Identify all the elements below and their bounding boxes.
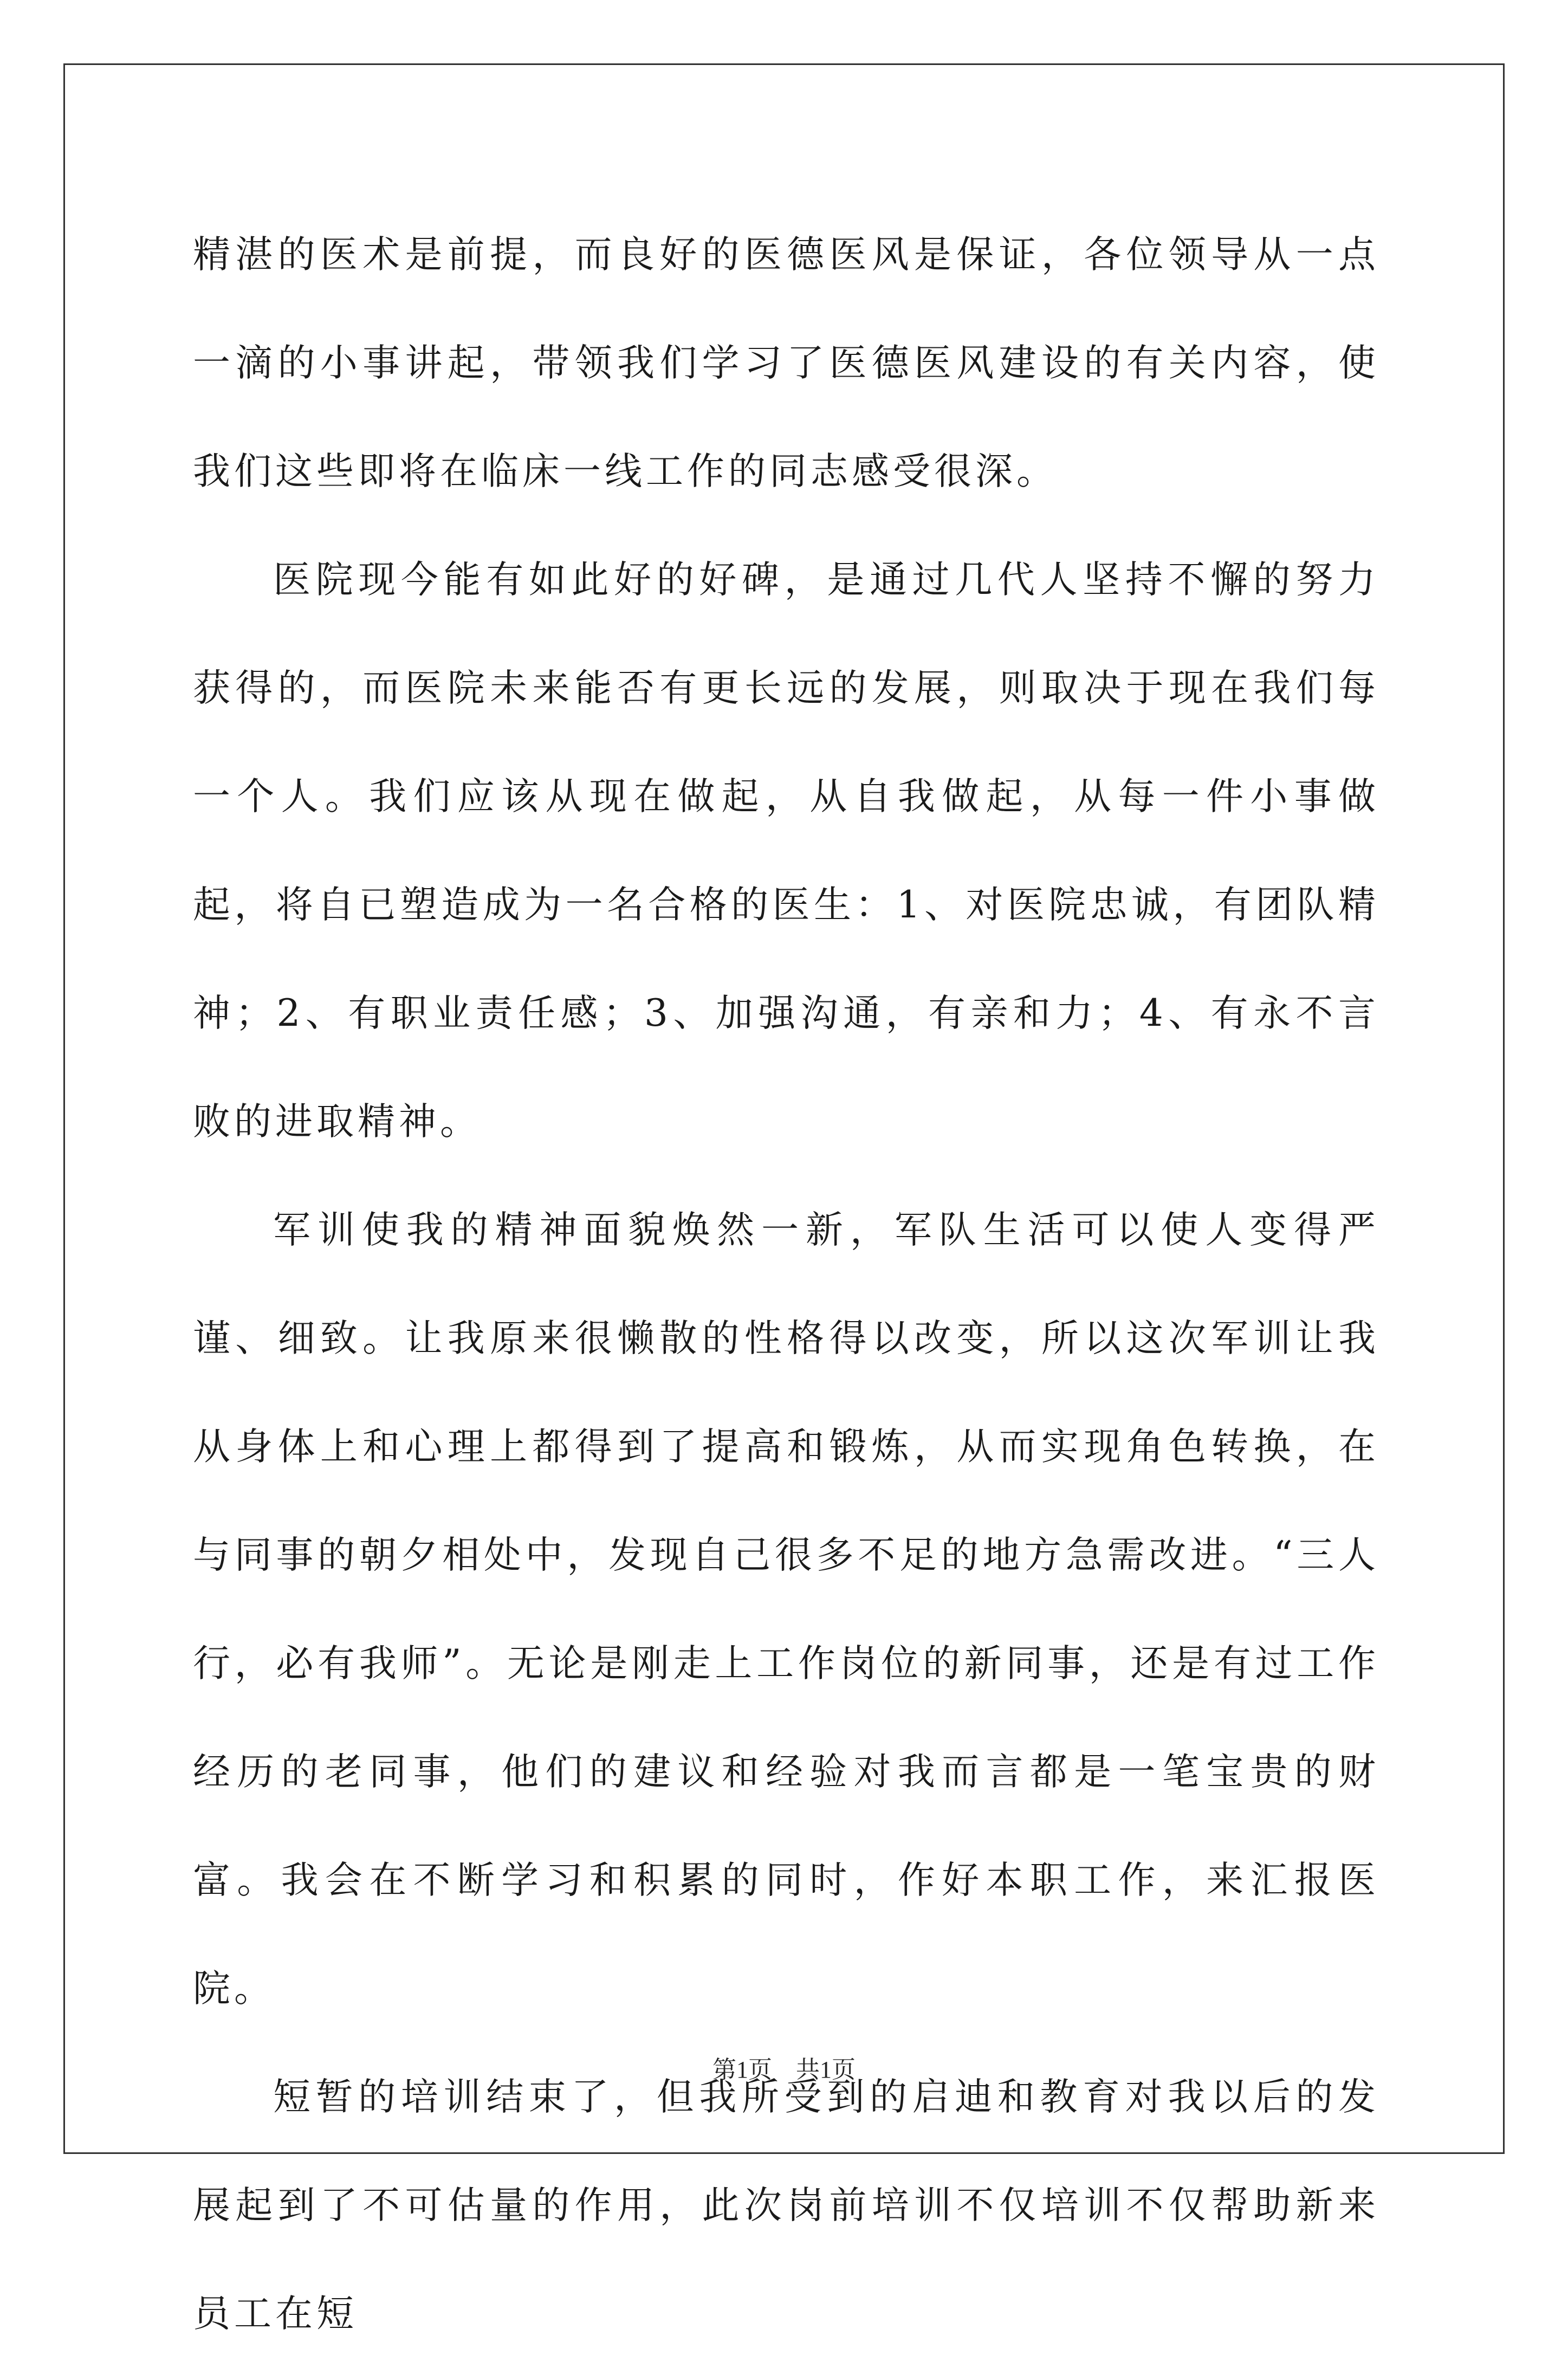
paragraph-1: 精湛的医术是前提，而良好的医德医风是保证，各位领导从一点一滴的小事讲起，带领我们学习了医德医风建设的有关内容，使我们这些即将在临床一线工作的同志感受很深。 xyxy=(193,233,1379,493)
document-body xyxy=(193,200,1379,2368)
paragraph-4: 短暂的培训结束了，但我所受到的启迪和教育对我以后的发展起到了不可估量的作用，此次岗前培训不仅培训不仅帮助新来员工在短 xyxy=(193,2075,1379,2335)
paragraph-2: 医院现今能有如此好的好碑，是通过几代人坚持不懈的努力获得的，而医院未来能否有更长远的发展，则取决于现在我们每一个人。我们应该从现在做起，从自我做起，从每一件小事做起，将自已塑造成为一名合格的医生：1、对医院忠诚，有团队精神；2、有职业责任感；3、加强沟通，有亲和力；4、有永不言败的进取精神。 xyxy=(193,558,1379,1143)
paragraph-3: 军训使我的精神面貌焕然一新，军队生活可以使人变得严谨、细致。让我原来很懒散的性格得以改变，所以这次军训让我从身体上和心理上都得到了提高和锻炼，从而实现角色转换，在与同事的朝夕相处中，发现自己很多不足的地方急需改进。“三人行，必有我师”。无论是刚走上工作岗位的新同事，还是有过工作经历的老同事，他们的建议和经验对我而言都是一笔宝贵的财富。我会在不断学习和积累的同时，作好本职工作，来汇报医院。 xyxy=(193,1208,1379,2010)
page-footer: 第1页 共1页 xyxy=(712,2056,856,2083)
